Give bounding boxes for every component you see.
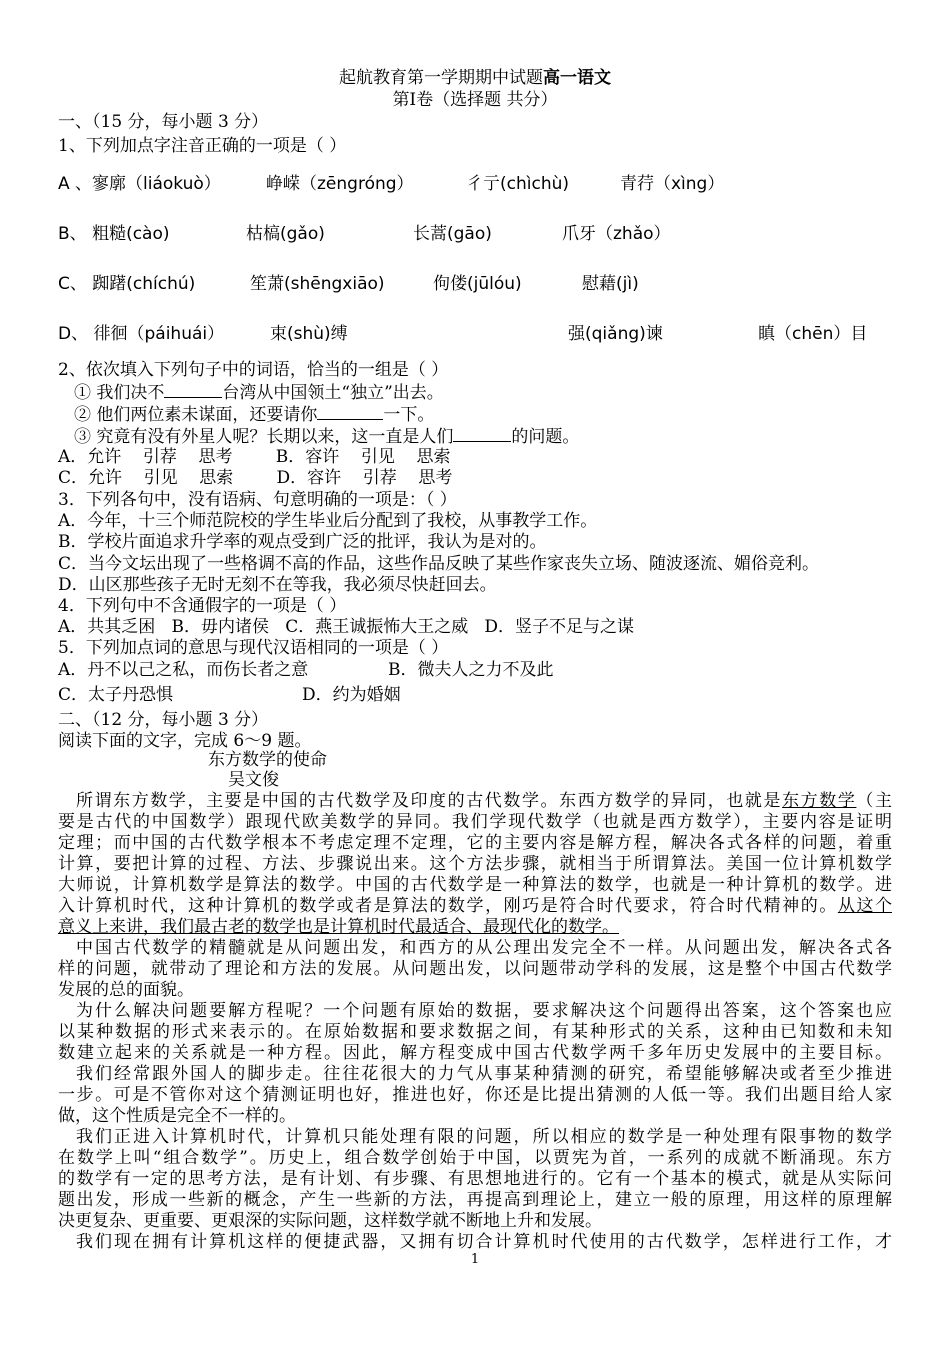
q4-stem: 4．下列句中不含通假字的一项是（ ）: [58, 596, 347, 616]
q2-sentence-3: [74, 426, 579, 448]
q1-d-item1: D、 徘徊（páihuái）: [58, 324, 225, 344]
p3-line-2: 以某种数据的形式来表示的。在原始数据和要求数据之间，有某种形式的关系，这种由已知数和未知: [58, 1022, 892, 1042]
p1-line-4: 计算，要把计算的过程、方法、步骤说出来。这个方法步骤，就相当于所谓算法。美国一位计算机数学: [58, 854, 892, 874]
p5-line-2: 在数学上叫“组合数学”。历史上，组合数学创始于中国，以贾宪为首，一系列的成就不断涌现。东方: [58, 1148, 892, 1168]
section1-heading: 一、（15 分，每小题 3 分）: [58, 112, 269, 132]
q1-c-item4: 慰藉(jì): [582, 274, 639, 294]
q2-sentence-2: [74, 404, 434, 426]
q2-s1-before: ① 我们决不: [74, 383, 165, 403]
q2-blank-3: [453, 426, 511, 442]
p1-line-7: [58, 917, 619, 938]
p4-line-2: 一步。可是不管你对这个猜测证明也好，推进也好，你还是比提出猜测的人低一等。我们出题目给人家: [58, 1085, 892, 1105]
p6-line-1: 我们现在拥有计算机这样的便捷武器，又拥有切合计算机时代使用的古代数学，怎样进行工作，才: [76, 1232, 892, 1252]
q1-a-item4: 青荇（xìng）: [620, 174, 725, 194]
q1-a-item2: 峥嵘（zēngróng）: [266, 174, 414, 194]
p1-underline-sentence-b: 意义上来讲，我们最古老的数学也是计算机时代最适合、最现代化的数学。: [58, 917, 619, 937]
q2-options-ab: A．允许 引荐 思考 B．容许 引见 思索: [58, 447, 451, 467]
section2-intro: 阅读下面的文字，完成 6～9 题。: [58, 731, 312, 751]
q5-option-a: A．丹不以己之私，而伤长者之意: [58, 660, 309, 680]
p3-line-1: 为什么解决问题要解方程呢？一个问题有原始的数据，要求解决这个问题得出答案，这个答案也应: [76, 1001, 892, 1021]
q2-blank-1: [164, 382, 222, 398]
q5-option-b: B．微夫人之力不及此: [388, 660, 554, 680]
q5-option-d: D．约为婚姻: [302, 685, 401, 705]
section2-heading: 二、（12 分，每小题 3 分）: [58, 710, 269, 730]
q3-stem: 3．下列各句中，没有语病、句意明确的一项是：（ ）: [58, 490, 457, 510]
p1-line-6: [58, 896, 892, 917]
q2-s2-after: 一下。: [383, 405, 435, 425]
q1-stem: 1、下列加点字注音正确的一项是（ ）: [58, 136, 347, 156]
q3-option-d: D．山区那些孩子无时无刻不在等我，我必须尽快赶回去。: [58, 575, 497, 595]
p5-line-5: 决更复杂、更重要、更艰深的实际问题，这样数学就不断地上升和发展。: [58, 1211, 602, 1231]
q4-options: A．共其乏困 B．毋内诸侯 C．燕王诚振怖大王之威 D．竖子不足与之谋: [58, 617, 635, 637]
q3-option-a: A．今年，十三个师范院校的学生毕业后分配到了我校，从事教学工作。: [58, 511, 598, 531]
p1-text-6a: 入计算机时代，这种计算机的数学或者是算法的数学，刚巧是符合时代要求，符合时代精神的。: [58, 896, 838, 916]
p5-line-3: 的数学有一定的思考方法，是有计划、有步骤、有思想地进行的。它有一个基本的模式，就是从实际问: [58, 1169, 892, 1189]
q2-sentence-1: [74, 382, 444, 404]
q1-d-item2: 束(shù)缚: [270, 324, 348, 344]
q2-stem: 2、依次填入下列句子中的词语，恰当的一组是（ ）: [58, 360, 449, 380]
q1-b-item4: 爪牙（zhǎo）: [562, 224, 671, 244]
q2-s3-after: 的问题。: [511, 427, 580, 447]
p4-line-3: 做，这个性质是完全不一样的。: [58, 1106, 296, 1126]
q3-option-c: C．当今文坛出现了一些格调不高的作品，这些作品反映了某些作家丧失立场、随波逐流、媚俗竞利。: [58, 554, 820, 574]
q5-stem: 5．下列加点词的意思与现代汉语相同的一项是（ ）: [58, 638, 449, 658]
q2-options-cd: C．允许 引见 思索 D．容许 引荐 思考: [58, 468, 453, 488]
p2-line-2: 样的问题，就带动了理论和方法的发展。从问题出发，以问题带动学科的发展，这是整个中国古代数学: [58, 959, 892, 979]
p3-line-3: 数建立起来的关系就是一种方程。因此，解方程变成中国古代数学两千多年历史发展中的主要目标。: [58, 1043, 892, 1063]
q5-option-c: C．太子丹恐惧: [58, 685, 174, 705]
q1-b-item3: 长蒿(gāo): [413, 224, 492, 244]
page-number: 1: [470, 1252, 480, 1267]
p1-line-2: 要是古代的中国数学）跟现代欧美数学的异同。我们学现代数学（也就是西方数学），主要内容是证明: [58, 812, 892, 832]
p5-line-1: 我们正进入计算机时代，计算机只能处理有限的问题，所以相应的数学是一种处理有限事物的数学: [76, 1127, 892, 1147]
p2-line-1: 中国古代数学的精髓就是从问题出发，和西方的从公理出发完全不一样。从问题出发，解决各式各: [76, 938, 892, 958]
q2-s3-before: ③ 究竟有没有外星人呢？长期以来，这一直是人们: [74, 427, 454, 447]
p1-text-1a: 所谓东方数学，主要是中国的古代数学及印度的古代数学。东西方数学的异同，也就是: [76, 791, 783, 811]
q1-b-item1: B、 粗糙(cào): [58, 224, 170, 244]
q2-s2-before: ② 他们两位素未谋面，还要请你: [74, 405, 318, 425]
q1-b-item2: 枯槁(gǎo): [246, 224, 325, 244]
q1-d-item4: 瞋（chēn）目: [758, 324, 868, 344]
p1-underline-eastern-math: 东方数学: [782, 791, 857, 811]
q1-a-item1: A 、寥廓（liáokuò）: [58, 174, 221, 194]
q1-c-item3: 佝偻(jūlóu): [433, 274, 522, 294]
q1-c-item1: C、 踟躇(chíchú): [58, 274, 196, 294]
p2-line-3: 发展的总的面貌。: [58, 980, 194, 1000]
p1-line-3: 定理；而中国的古代数学根本不考虑定理不定理，它的主要内容是解方程，解决各式各样的问题，着重: [58, 833, 892, 853]
title-prefix: 起航教育第一学期期中试题: [339, 68, 543, 88]
q1-c-item2: 笙萧(shēngxiāo): [250, 274, 385, 294]
q2-s1-after: 台湾从中国领土“独立”出去。: [222, 383, 444, 403]
p1-underline-sentence-a: 从这个: [837, 896, 893, 916]
title-subject: 高一语文: [543, 68, 611, 88]
article-title: 东方数学的使命: [208, 750, 327, 770]
q2-blank-2: [317, 404, 383, 420]
p1-line-5: 大师说，计算机数学是算法的数学。中国的古代数学是一种算法的数学，也就是一种计算机的数学。进: [58, 875, 892, 895]
p1-line-1: [58, 791, 892, 812]
exam-title: [0, 68, 950, 89]
p4-line-1: 我们经常跟外国人的脚步走。往往花很大的力气从事某种猜测的研究，希望能够解决或者至少推进: [76, 1064, 892, 1084]
exam-subtitle: 第Ⅰ卷（选择题 共分）: [392, 90, 558, 110]
q3-option-b: B．学校片面追求升学率的观点受到广泛的批评，我认为是对的。: [58, 532, 547, 552]
q1-d-item3: 强(qiǎng)谏: [568, 324, 663, 344]
article-author: 吴文俊: [228, 770, 279, 790]
p5-line-4: 题出发，形成一些新的概念，产生一些新的方法，再提高到理论上，建立一般的原理，用这样的原理解: [58, 1190, 892, 1210]
p1-text-1b: （主: [856, 791, 893, 811]
q1-a-item3: 彳亍(chìchù): [466, 174, 570, 194]
